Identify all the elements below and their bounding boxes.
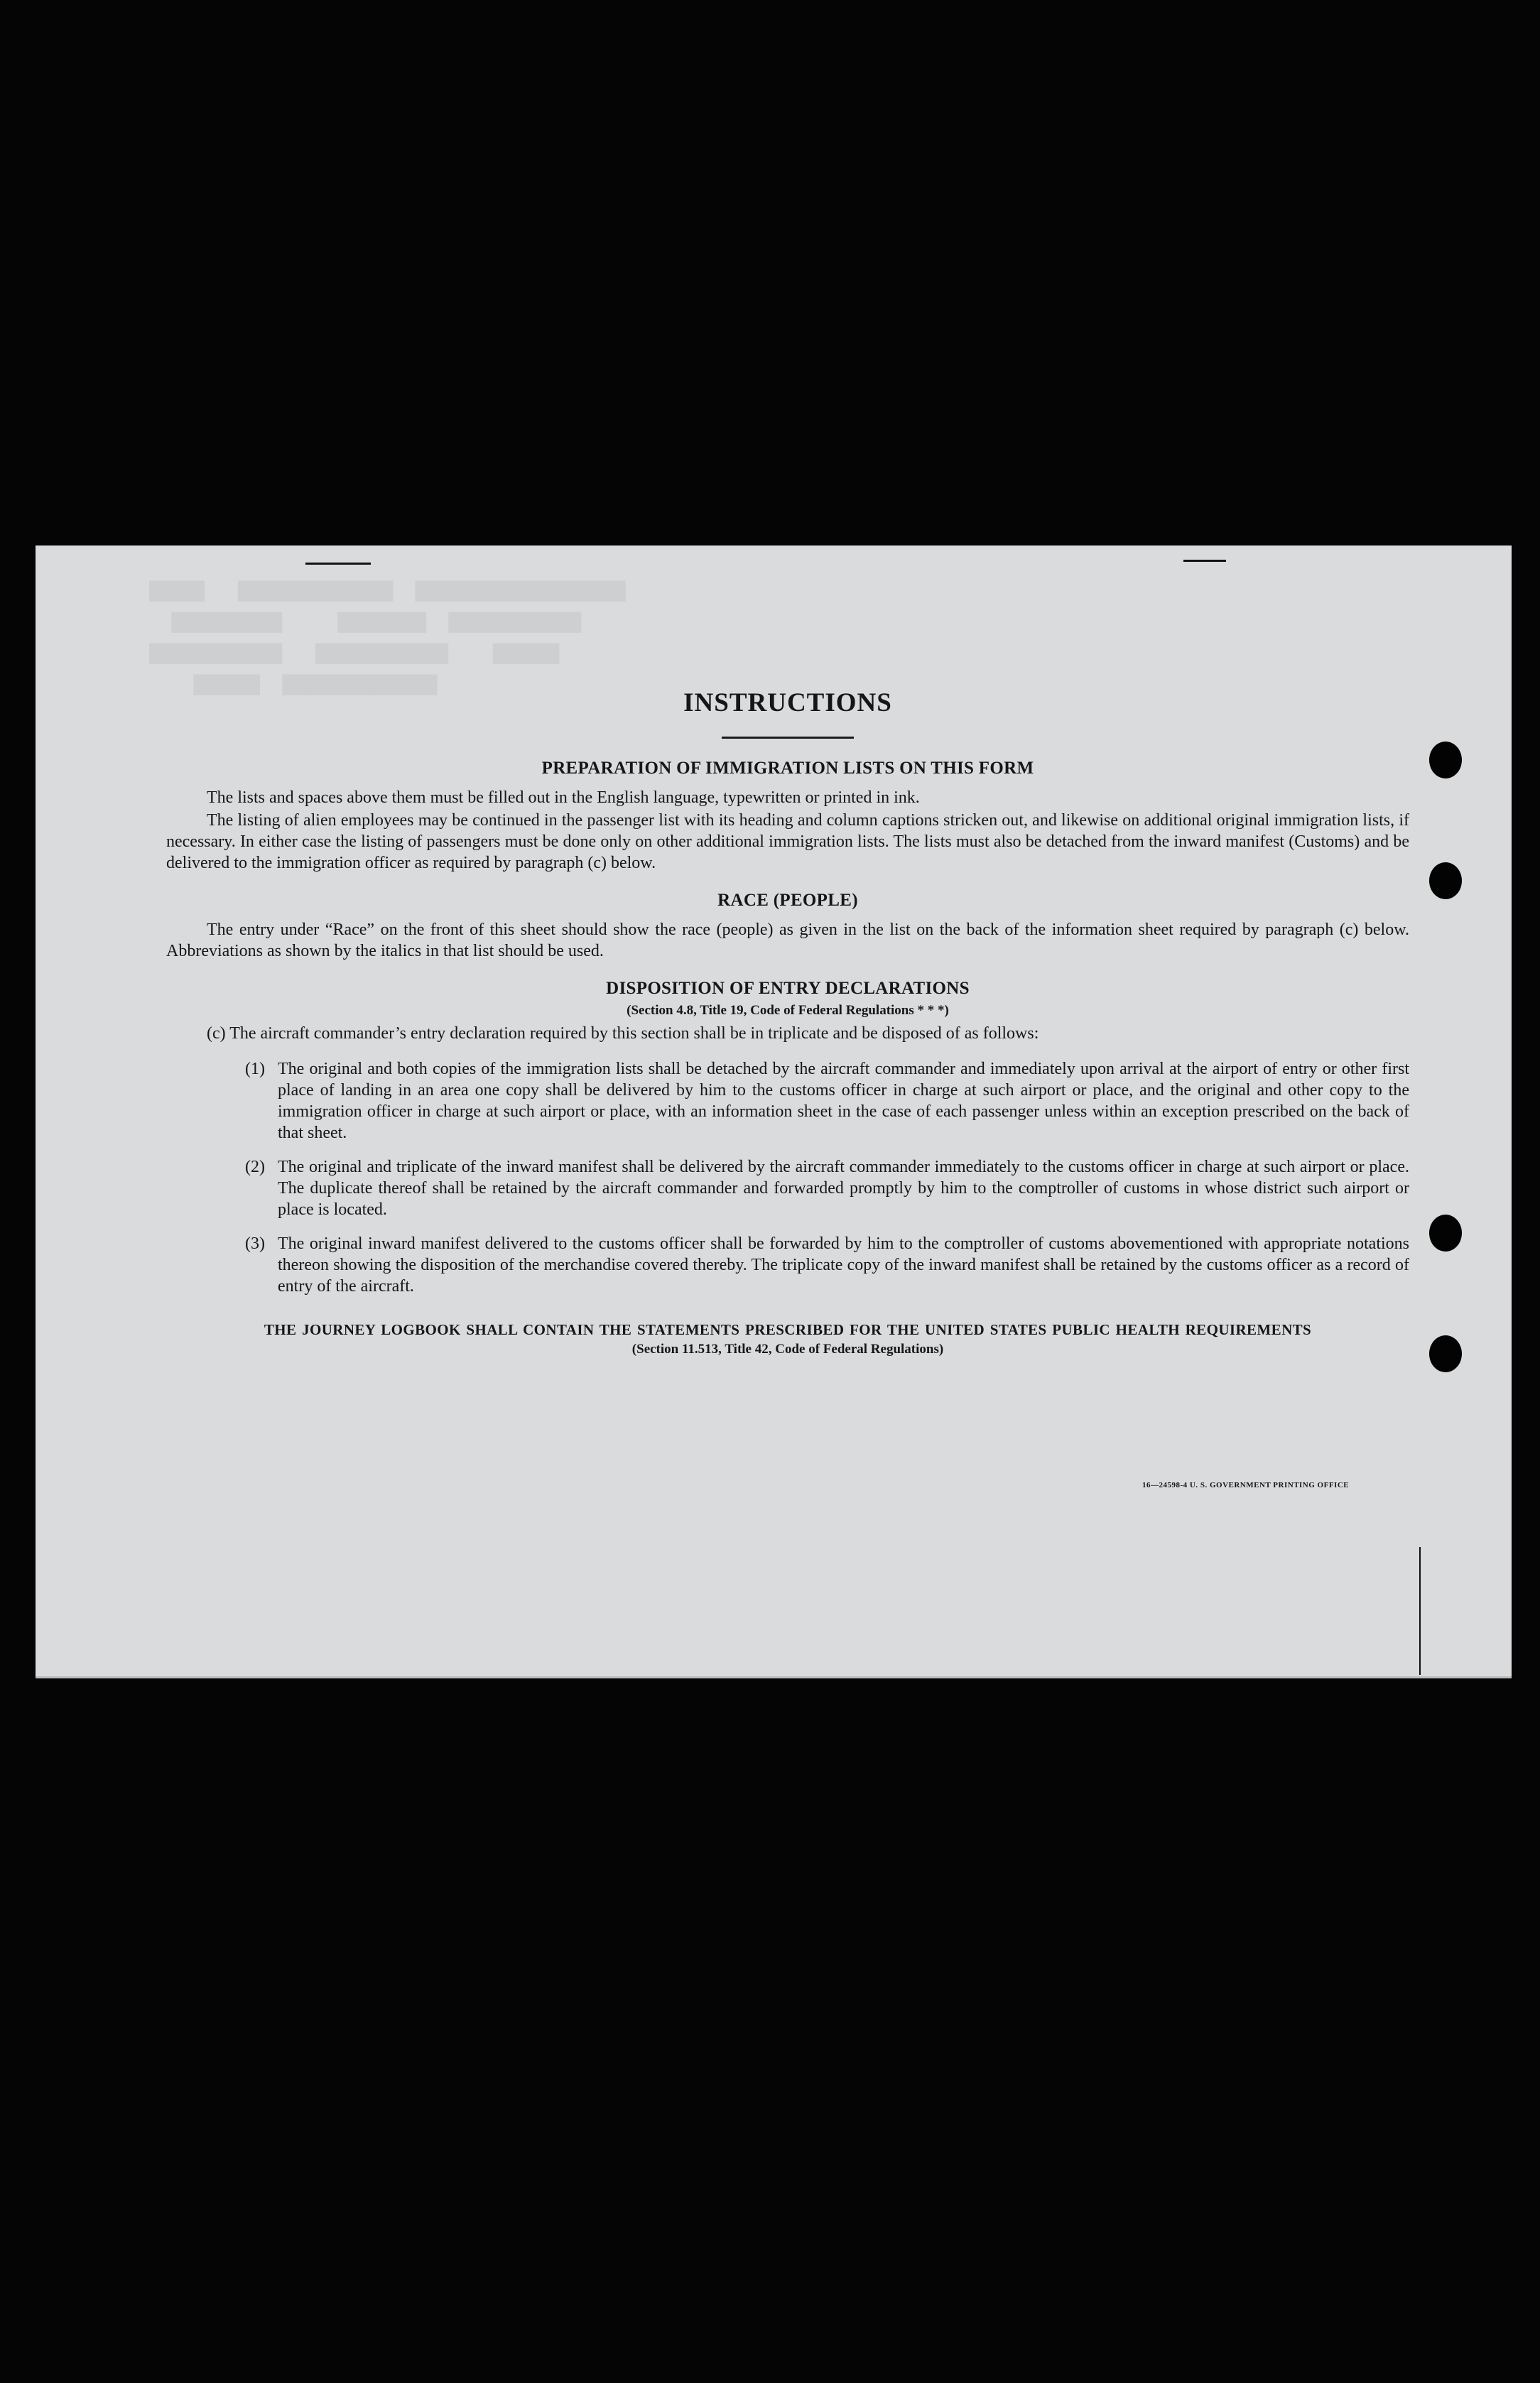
edge-mark (305, 563, 371, 565)
instructions-content (166, 688, 1409, 1489)
heading-disposition: DISPOSITION OF ENTRY DECLARATIONS (606, 979, 970, 998)
item-text: The original inward manifest delivered to the customs officer shall be forwarded by him to the comptroller of customs abovementioned with appropriate notations thereon showing the disposition of the merchandise covered thereby. The triplicate copy of the inward manifest shall be retained by the customs officer as a record of entry of the aircraft. (278, 1234, 1409, 1296)
item-number: (2) (245, 1158, 265, 1176)
footer-statement: THE JOURNEY LOGBOOK SHALL CONTAIN THE STATEMENTS PRESCRIBED FOR THE UNITED STATES PUBLIC HEALTH REQUIREMENTS (264, 1321, 1312, 1338)
page-title: INSTRUCTIONS (683, 688, 892, 717)
citation-section-4-8: (Section 4.8, Title 19, Code of Federal Regulations * * *) (627, 1003, 949, 1018)
paragraph-alien-employees: The listing of alien employees may be continued in the passenger list with its heading and column captions stricken out, and likewise on additional original immigration lists, if necessary. In either case the listing of passengers must be done only on other additional immigration lists. The lists must also be detached from the inward manifest (Customs) and be delivered to the immigration officer as required by paragraph (c) below. (166, 811, 1409, 872)
heading-preparation: PREPARATION OF IMMIGRATION LISTS ON THIS FORM (541, 759, 1034, 778)
list-item (166, 1156, 1409, 1220)
punch-hole (1429, 1335, 1462, 1372)
printer-mark: 16—24598-4 U. S. GOVERNMENT PRINTING OFFICE (1142, 1481, 1350, 1489)
paragraph-race: The entry under “Race” on the front of this sheet should show the race (people) as given in the list on the back of the information sheet required by paragraph (c) below. Abbreviations as shown by the italics in that list should be used. (166, 921, 1409, 960)
item-text: The original and both copies of the immigration lists shall be detached by the aircraft commander and immediately upon arrival at the airport of entry or other first place of landing in an area one copy shall be delivered by him to the customs officer in charge at such airport or place, and the original and other copy to the immigration officer in charge at such airport or place, with an information sheet in the case of each passenger unless within an exception prescribed on the back of that sheet. (278, 1060, 1409, 1142)
punch-hole (1429, 1215, 1462, 1252)
edge-mark (1183, 560, 1226, 562)
list-item (166, 1233, 1409, 1297)
footer-citation: (Section 11.513, Title 42, Code of Federal Regulations) (631, 1342, 944, 1357)
title-underline (722, 737, 854, 739)
item-number: (1) (245, 1060, 265, 1078)
clause-c: (c) The aircraft commander’s entry declaration required by this section shall be in triplicate and be disposed of as follows: (207, 1024, 1039, 1043)
list-item (166, 1058, 1409, 1144)
paragraph-language: The lists and spaces above them must be filled out in the English language, typewritten or printed in ink. (207, 788, 920, 807)
heading-race: RACE (PEOPLE) (717, 891, 858, 910)
bleed-through-texture: █████ ██████████████ ███████████████████ ██████████ ████████ ████████████ ████████████ ████████████ ██████ ██████ ██████████████ (149, 580, 626, 695)
edge-mark (1419, 1547, 1421, 1675)
document-sheet (36, 545, 1512, 1678)
punch-hole (1429, 742, 1462, 778)
item-text: The original and triplicate of the inward manifest shall be delivered by the aircraft commander immediately to the customs officer in charge at such airport or place. The duplicate thereof shall be retained by the aircraft commander and forwarded promptly by him to the comptroller of customs in whose district such airport or place is located. (278, 1158, 1409, 1219)
punch-hole (1429, 862, 1462, 899)
item-number: (3) (245, 1234, 265, 1253)
